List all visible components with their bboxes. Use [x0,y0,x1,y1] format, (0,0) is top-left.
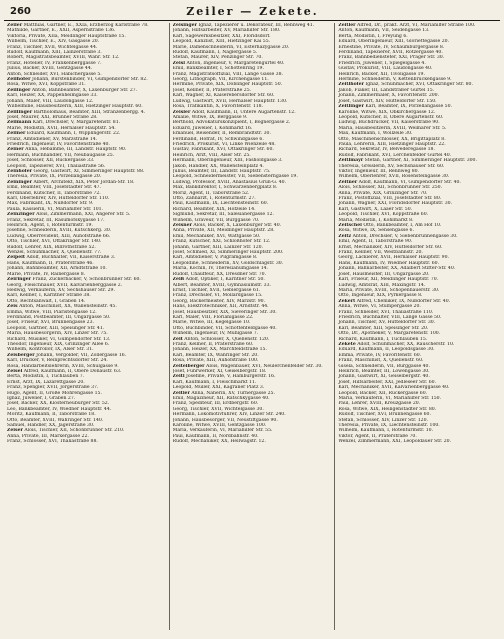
entry-text: Wilhelm, Tischler, E., XIV, Gasgasse 20. [7,39,100,45]
entry-text: Emanuel, Reisender, II, Rembrandtstr. 30. [172,131,271,137]
entry-text: Bartholomäus, Beamter, XIII, Stranzenbergg. 4. [32,109,146,115]
entry-text: Otto, Rechtsanwalt, I, Graben 14. [7,298,86,304]
entry-text: Josef, Schlosser, XII, Ruckergasse 33. [7,158,95,164]
entry-text: Karl, Drucker, V, Reinprechtsdorfer Str. 24. [7,358,108,364]
entry-text: Josef, Kellner, II, Praterstraße 25. [172,87,252,93]
entry-text: Josef, Hausmeister, III, Ungargasse 20. [338,271,430,277]
entry-text: Ignaz, Schuhmacher, XVI, Ottakringer Str. 80. [363,82,473,88]
entry-text: Karl, Amtsdiener, V, Pilgramgasse 8. [172,255,258,261]
entry-text: Ernst, Mechaniker, XIV, Hütteldorfer Str. 60. [338,244,443,250]
entry-text: Robert, Magistratsbeamter, XVIII, Währ. Str. 12. [7,55,120,61]
entry-text: Leopold, Kutscher, II, Obere Augartenstr. 60. [338,114,444,120]
entry-text: Rosa, Witwe, XVI, Koppstraße 31. [7,82,86,88]
entry-surname: Zeilmann [7,120,32,126]
page-number: 260 [10,5,31,17]
entry-text: Matthias, Gärtner, E., XXIa, Erzherzog Karlstraße 78. [22,23,149,28]
entry-text: Josefine, Private, V, Hamburgerstr. 16. [184,374,276,380]
entry-text: Franz, Schlosser, XVI, Thaliastraße 88. [7,439,98,445]
entry-text: Franz, Hotelier, IV, Frankenberggasse 7. [7,60,102,66]
entry-text: Anna, Private, XII, Meidlinger Hauptstr. 28. [172,228,275,234]
entry-text: Heinrich, Beamter, III, Löwengasse 30. [338,369,430,374]
entry-text: Rudolf, Kaufmann, XIII, Lainzerstraße 3. [7,50,102,56]
entry-text: Alfred, Dr., prakt. Arzt, VI, Mariahilfer Straße 100. [355,23,476,28]
entry-surname: Zeininger [7,179,33,185]
entry-text: Franz, Spediteur, III, Erdbergstr. 60. [172,401,259,407]
entry-text: Ludwig, Oberrevident, XIII, Auhofstraße 66. [7,233,111,239]
entry-surname: Zeilhofer [7,77,31,83]
entry-text: Gustav, Prokurist, VIII, Laudongasse 40. [338,66,433,72]
entry-text: Franz, Kutscher, XXI, Schloßhofer Str. 12. [172,239,271,245]
entry-text: Ernestine, Private, IV, Schaumburgergasse 8. [338,44,445,50]
entry-text: Anna, Näherin, XV, Turnergasse 25. [189,390,275,396]
entry-surname: Zeiß [172,277,185,283]
entry-text: Hans, Elektrotechniker, XII, Arndtstr. 44. [172,304,269,310]
entry-surname: Zeitlmayr [338,158,364,164]
entry-text: Georg, Tischler, XVII, Wichtelgasse 30. [172,406,264,412]
entry-text: Theresia, Private, IX, Liechtensteinstr. 100. [338,423,440,429]
entry-text: Anton, Maschinist, XX, Wallensteinstr. 45. [17,304,117,310]
entry-text: Otto, Bankbeamter, I, Am Hof 10. [361,223,442,229]
entry-text: Berta, Modistin, I, Freyung 6. [338,33,408,39]
entry-surname: Zeilinger [7,87,31,93]
entry-text: Heinrich, Arzt, VIII, Alser Str. 25. [172,152,251,158]
entry-text: Wenzel, Schuhmacher, X, Quellenstr. 77. [7,250,102,256]
entry-text: Marie, Private, IV, Rainergasse 8. [7,271,86,277]
entry-text: Maria, Köchin, IV, Theresianumgasse 14. [172,266,269,272]
entry-text: Leopold, Bäcker, XII, Ruckergasse 60. [338,390,428,396]
entry-text: Amalie, Witwe, IX, Berggasse 9. [172,114,248,120]
entry-text: Emil, Bankbeamter, I, Schottenring 19. [172,66,264,72]
entry-surname: Zeisler [172,109,191,115]
entry-text: Alois, Tischler, XII, Schönbrunner Str. 210. [22,428,125,434]
entry-text: Adolf, Buchhalter, VII, Kaiserstraße 3. [25,255,116,261]
entry-text: Paul, Kaufmann, IX, Liechtensteinstr. 60. [172,201,269,207]
entry-text: Emil, Mechaniker, XVI, Wattgasse 50. [172,233,261,239]
entry-text: Franz, Kellner, II, Praterstraße 60. [172,341,254,347]
directory-column-1 [4,23,170,630]
entry-text: Ferdinand, Hofrat, IV, Schwindgasse 6. [172,136,264,142]
entry-text: Alois, Schlosser, XII, Schönbrunner Str. 250. [338,185,443,191]
entry-text: Leopold, Kanzlist, XIII, Hietzinger Kai 55. [172,39,271,45]
entry-text: Alfred, Kaufmann, II, Obere Donaustr. 63. [22,369,122,374]
entry-text: Karl, Mechaniker, XVII, Kalvarienberggasse 40. [338,385,450,391]
entry-text: Johann, Gärtner, XIII, Lainzer Str. 120. [172,244,264,250]
entry-text: Julius, Beamter, III, Landstr. Hauptstr. 75. [172,168,271,174]
entry-text: Josef, Friseur, XVI, Brunnengasse 23. [7,320,94,326]
entry-text: Adolf, Kaufmann, II, Untere Augartenstr. 12. [190,109,296,115]
entry-text: Sigmund, Sekretär, III, Salesianergasse 12. [172,212,274,218]
entry-text: Johann, Heizer, XX, Marchfeldstraße 15. [172,347,267,353]
entry-text: Wilhelm, Graveur, VII, Burggasse 70. [172,217,260,223]
entry-text: Stefan, Schlosser, XIV, Linzer Str. 120. [338,417,428,423]
entry-text: Alfred, Chemiker, IX, Nußdorfer Str. 40. [355,298,451,304]
directory-entry [338,439,497,444]
entry-text: Berthold, Advokaturskonzipient, I, Bognergasse 2. [172,120,291,126]
entry-surname: Zeiser [7,428,23,434]
entry-text: Anna, Private, XIX, Grinzinger Str. 70. [338,190,428,196]
entry-text: Viktor, Agent, II, Praterstraße 70. [338,433,417,439]
entry-text: Anton, Ingenieur, V, Margaretengürtel 40. [185,60,285,66]
entry-surname: Zeis [7,304,18,310]
entry-text: Hans, Kaufmann, II, Praterstraße 46. [7,260,94,266]
page-header [4,4,500,21]
entry-text: Georg, Lithograph, VII, Kirchengasse 11. [172,77,269,83]
directory-column-2 [170,23,336,630]
entry-surname: Zeillinger [7,109,33,115]
entry-surname: Zeisberger [7,352,35,358]
entry-text: Josef, Hausbesitzer, XIX, Sieveringer Str. 30. [172,309,277,315]
entry-text: Moritz, Kaufmann, II, Taborstraße 18. [7,412,96,418]
entry-text: Otto, Beamter, XVIII, Währinger Str. 140. [7,417,104,423]
entry-text: Josefine, Schneiderin, XVIII, Kutschkerg. 30. [7,228,112,234]
entry-text: Samuel, Händler, XX, Jägerstraße 30. [7,423,95,429]
entry-text: Franz, Amtsdiener, XV, Märzstraße 14. [7,136,98,142]
entry-surname: Zekert [338,298,356,304]
entry-text: Heinrich, Bäcker, XII, Tivoligasse 19. [338,71,425,77]
entry-text: Franz, Maschinist, X, Quellenstr. 60. [338,358,424,364]
entry-text: Johann, Tischler, XV, Hütteldorfer Str. 30. [338,320,436,326]
entry-text: Leopold, Tapezierer, XVI, Thaliastraße 56. [7,163,106,169]
entry-text: Leopold, Müller, XXI, Kagraner Platz 3. [172,385,265,391]
entry-text: Paula, Lehrerin, XIII, Hietzinger Hauptstr. 22. [338,141,446,147]
directory-entry [173,439,332,444]
directory-column-3 [335,23,500,630]
entry-text: Franz, Drechsler, VI, Mollardgasse 15. [172,293,263,299]
entry-surname: Zekete [338,341,356,347]
entry-text: Leopold, Tischler, XVI, Koppstraße 60. [338,212,429,218]
entry-text: Karl, Friseur, XII, Meidlinger Hauptstr. 70. [338,277,439,283]
entry-text: Ferdinand, Kutscher, II, Taborstraße 72. [7,190,101,196]
entry-text: Rosa, Private, XIII, Auhofstraße 100. [172,358,259,364]
entry-text: Karl, Kellner, I, Kärntner Straße 38. [7,293,91,299]
entry-text: Rosa, Witwe, XIX, Heiligenstädter Str. 80. [338,406,437,412]
entry-text: Alois, Wagenbauer, XVI, Neulerchenfelder Str. 30. [204,363,323,369]
entry-text: Rudolf, Tischler, XVI, Brunnengasse 60. [338,412,431,418]
entry-text: Paula, Kassierin, VI, Mariahilfer Str. 101. [7,206,104,212]
entry-text: Otto, Ingenieur, XIX, Pyrkergasse 8. [338,293,423,299]
entry-text: Josef, Hilfsarbeiter, XXI, Jedleseer Str. 60. [338,379,437,385]
entry-text: Johann, Bürstenbinder, VI, Gumpendorfer Str. 82. [30,77,148,83]
entry-text: Stefan, Maurer, XIV, Penzinger Str. 70. [172,55,263,61]
entry-surname: Zeitlhofer [338,82,364,88]
entry-text: Leopold, Gärtner, XIII, Speisinger Str. 41. [7,325,105,331]
entry-text: Julius, Bäcker, XVIII, Gentzgasse 44. [7,66,93,72]
entry-text: Richard, Musiker, VI, Gumpendorfer Str. 13. [7,336,111,342]
entry-text: Moriz, Agent, II, Taborstraße 52. [172,190,250,196]
entry-surname: Zeitl [172,374,185,380]
entry-text: Karl, Beamter, IX, Porzellangasse 50. [363,104,452,110]
entry-text: Leo, Bankbeamter, IV, Wiedner Hauptstr. 44. [7,406,112,412]
entry-text: Friedrich, Buchhalter, VIII, Lange Gasse 50. [338,314,442,320]
entry-text: Georg, Fleischhauer, XVII, Kalvarienberggasse 2. [7,282,123,288]
entry-text: Otto, Buchbinder, VII, Schottenfeldgasse 40. [172,325,277,331]
entry-text: Wilhelm, Kaufmann, I, Rotenturmstr. 10. [338,428,434,434]
entry-text: Gustav, Fabrikant, XVI, Ottakringer Str. 60. [172,147,274,153]
entry-text: Anna, Private, III, Marxergasse 22. [7,433,89,439]
entry-text: Rudolf, Fabrikant, XVI, Lerchenfelder Gürtel 40. [338,152,452,158]
entry-text: Adolf, Schuhmacher, XX, Rauscherstr. 10. [355,341,455,347]
entry-surname: Zeilner [7,131,26,137]
entry-text: Karoline, Witwe, XIX, Obkirchergasse 12. [338,109,436,115]
entry-text: Karl, Kaufmann, I, Fleischmarkt 11. [172,379,257,385]
entry-surname: Zeitelberger [172,363,205,369]
entry-surname: Zeit [172,336,183,342]
entry-text: Max, Fabrikant, IX, Nußdorfer Str. 9. [7,201,94,207]
entry-text: Hedwig, Verkäuferin, XV, Sechshauser Str. 29. [7,287,115,293]
entry-text: Maria, Private, XVIII, Schopenhauerstr. 30. [338,287,440,293]
entry-surname: Zeiler [7,23,23,28]
entry-text: Friedrich, Ingenieur, IV, Favoritenstraße 40. [7,141,110,147]
entry-text: Ferdinand, Postbeamter, III, Ungargasse 50. [7,314,111,320]
entry-text: Ludwig, Buchdrucker, VII, Kaiserstraße 90. [338,120,440,126]
entry-text: Wilhelm, Ingenieur, IV, Mühlgasse 7. [172,331,259,337]
entry-text: Ludwig, Professor, XVIII, Anastasius Grün-G. 40. [172,179,287,185]
entry-text: Franz, Zuckerbäcker, V, Schönbrunner Str. 60. [31,277,141,283]
entry-text: Karl, Maler, VIII, Florianigasse 22. [172,314,254,320]
entry-text: Emil, Beamter, VIII, Josefstädter Str. 47. [7,185,102,191]
entry-text: Johann, Zimmermaler, X, Favoritenstr. 200. [338,93,440,99]
entry-text: Viktor, Ingenieur, III, Rennweg 80. [338,168,420,174]
entry-text: Franz, Schneider, XVI, Thaliastraße 110. [338,309,434,315]
entry-text: Rosa, Trafikantin, X, Favoritenstr. 118. [172,104,264,110]
entry-text: Richard, Beamter, XIX, Hofzeile 14. [172,206,256,212]
entry-surname: Zeitner [338,179,358,185]
entry-text: Wenzel, Zimmermann, XXI, Leopoldauer Str. 20. [338,439,452,445]
entry-surname: Zeisl [172,60,186,66]
entry-text: Karl, Beamter, XIII, Speisinger Str. 20. [338,325,429,331]
entry-text: Marie, Modistin, XVII, Hernalser Hauptstr. 54. [7,125,116,131]
entry-text: Friedrich, Juwelier, I, Spiegelgasse 4. [338,60,426,66]
entry-surname: Zeitschel [338,223,362,229]
entry-text: Theresia, Private, IX, Porzellangasse 20. [7,174,102,180]
entry-text: Karoline, Witwe, XVIII, Gentzgasse 100. [172,423,267,429]
entry-text: Rosa, Handarbeitslehrerin, XVIII, Schulgasse 9. [7,363,119,369]
entry-text: Karl, Gastwirt, X, Laaer Str. 50. [338,206,413,212]
entry-text: Anton, Drechsler, V, Siebenbrunnengasse 30. [351,233,458,239]
entry-text: Richard, Kaufmann, I, Tuchlauben 15. [338,336,428,342]
entry-text: Anna, Hebamme, III, Landstr. Hauptstr. 90. [23,147,127,153]
entry-text: Ignaz, Juwelier, I, Graben 27. [7,396,76,402]
entry-text: Jakob, Fiaker, III, Landstraßer Gürtel 15. [338,87,435,93]
entry-surname: Zeinzinger [7,212,35,218]
directory-entry [7,439,166,444]
entry-text: Ernst, Tischler, XVII, Geblergasse 61. [172,287,261,293]
entry-text: Franz, Bahnbediensteter, XXI, Prager Str. 30. [338,55,445,61]
entry-text: Josef, Gastwirt, XIV, Hütteldorfer Str. 150. [338,98,437,104]
entry-text: Johann, Bahnarbeiter, XX, Adalbert Stifter-Str. 40. [338,266,456,272]
entry-text: Marie, Damenschneiderin, VI, Esterházygasse 20. [172,44,290,50]
entry-text: Jakob, Händler, XX, Wallensteinplatz 4. [172,163,264,169]
entry-text: Maria, Hausbesorgerin, XIV, Linzer Str. 75. [7,331,108,337]
entry-text: Josef, Bäcker, XX, Klosterneuburger Str. 52. [7,401,110,407]
entry-text: Adolf, Optiker, I, Kärntner Str. 50. [184,277,265,283]
entry-text: Albert, Beamter, XVIII, Gymnasiumstr. 33. [172,282,271,288]
entry-surname: Zeisel [7,369,23,374]
entry-text: Hermine, Private, XIX, Döblinger Hauptstr. 50. [172,82,283,88]
entry-surname: Zeisinger [172,23,197,28]
entry-text: Hermann, Oberingenieur, XIII, Fasholdgasse 3. [172,158,283,164]
running-head: Zeiler — Zekete. [186,4,319,18]
entry-text: Karl, Wagner, XI, Kaiserebersdorfer Str. 60. [172,93,275,99]
entry-text: Paul, Kaufmann, II, Nordbahnstr. 40. [172,433,259,439]
entry-text: Johann, Maler, VIII, Laudongasse 12. [7,98,94,104]
entry-text: Johann, Bahnbeamter, XII, Arndtstraße 10. [7,266,107,272]
entry-surname: Zeitler [172,390,190,396]
entry-text: Franz, Spengler, XVII, Jörgerstraße 37. [7,385,99,391]
entry-text: Georg, Bäckermeister, XIV, Märzstr. 90. [172,298,266,304]
entry-text: Otto, Tischler, XVI, Ottakringer Str. 140. [7,239,102,245]
entry-text: Alois, Bäcker, X, Laxenburger Str. 40. [191,223,282,229]
entry-text: Wilhelm, Kontrollor, IX, Alser Str. 31. [7,347,94,353]
entry-text: Josef, Schmied, XI, Simmeringer Hauptstr. 200. [172,250,284,256]
entry-text: Ludwig, Amtsrat, XIII, Maxingstr. 14. [338,282,426,288]
entry-text: Albert, Architekt, XIX, Peter Jordan-Str. 18. [32,179,135,185]
entry-text: Maria, Modistin, I, Kohlmarkt 8. [338,217,414,223]
entry-text: Richard, Sekretär, IV, Belvederegasse 18. [338,147,435,153]
entry-text: Leopoldine, Schneiderin, XV, Goldschlagstr. 30. [172,260,284,266]
entry-text: Georg, Gastwirt, XI, Simmeringer Hauptstr. 88. [32,168,145,174]
entry-text: Karl, Drechsler, V, Margaretenstr. 81. [31,120,121,126]
entry-text: Ludwig, Gastwirt, XVII, Hernalser Hauptstr. 130. [172,98,288,104]
entry-text: Johann, Wagner, XXI, Floridsdorfer Hauptstr. 30. [338,201,453,207]
entry-text: Karl, Oberlehrer, XIV, Hütteldorfer Str. 110. [7,196,110,201]
entry-text: Theodor, Ingenieur, XIX, Grinzinger Allee 6. [7,341,110,347]
entry-text: Wilhelm, Oberlehrer, XVII, Rosensteingasse 30. [338,174,450,180]
entry-text: Johann, Vergolder, VII, Zollergasse 16. [34,352,127,358]
entry-text: Hermann, Buchhändler, VII, Neubaugasse 25. [7,152,115,158]
entry-text: Ignaz, Tapezierer u. Dekorateur, III, Rennweg 41. [196,23,315,28]
entry-text: Rudolf, Chauffeur, XX, Dresdner Str. 70. [172,271,267,277]
entry-text: Maria, Hausbesitzerin, XVIII, Weimarer Str. 5. [338,125,447,131]
entry-text: Paul, Lehrer, XVIII, Kreuzgasse 20. [338,401,421,407]
entry-text: Franz, Magistratsoffizial, VIII, Lange Gasse 38. [172,71,283,77]
entry-text: Anton, Schneider, XVI, Habichergasse 5. [7,71,102,77]
entry-text: Georg, Lackierer, XVII, Hernalser Hauptstr. 90. [338,255,449,261]
entry-text: Eduard, Juwelier, I, Kohlmarkt 16. [172,125,253,131]
entry-text: Leopold, Schneidermeister, VII, Siebensterngasse 19. [172,174,298,180]
entry-text: Johann, Hilfsarbeiter, XV, Mariahilfer Str. 180. [172,28,281,34]
entry-text: Marie, Witwe, III, Kegelgasse 10. [172,320,251,326]
entry-text: Rudolf, Lehrer, XIX, Billrothstraße 52. [7,244,96,250]
entry-text: Theresia, Greislerin, XV, Sechshauser Str. 60. [338,163,445,169]
entry-text: Otto, Dr., Apotheker, V, Margaretenstr. 100. [338,331,441,337]
directory-page [4,4,500,631]
entry-surname: Zeitlinger [338,104,364,110]
entry-text: Rudolf, Mechaniker, XX, Hellwagstr. 12. [172,439,266,445]
entry-text: Ferdinand, Tapezierer, XVII, Rötzergasse 40. [338,50,443,56]
entry-text: Franz, Kellner, VII, Westbahnstr. 20. [338,250,423,256]
entry-text: Eduard, Kaufmann, II, Leopoldsgasse 30. [338,347,435,353]
entry-surname: Zeisner [172,223,192,229]
entry-text: Emma, Private, IV, Favoritenstr. 60. [338,352,422,358]
entry-text: Franz, Postoffizial, VIII, Josefstädter Str. 80. [338,196,442,201]
entry-text: Max, Bankdirektor, I, Schwarzenbergplatz 8. [172,185,278,191]
entry-surname: Zeitler [338,23,356,28]
entry-surname: Zeiner [7,147,24,153]
entry-text: Josef, Fuhrwerker, XI, Geiselbergstr. 18. [172,369,267,374]
entry-text: Karl, Beamter, IX, Währinger Str. 20. [172,352,259,358]
entry-text: Johann, Hausbesorger, VII, Neustiftgasse 90. [172,417,278,423]
entry-text: Maria, Verkäuferin, VI, Mariahilfer Str. 55. [172,428,273,434]
entry-text: Gisela, Schneiderin, VII, Burggasse 40. [338,363,430,369]
directory-columns [4,23,500,630]
entry-text: Emma, Witwe, VIII, Piaristengasse 12. [7,309,97,315]
entry-text: Anton, Kaufmann, VII, Seidengasse 13. [338,28,430,34]
entry-text: Maria, Verkäuferin, VI, Mariahilfer Str. 150. [338,396,442,402]
entry-text: Anna, Witwe, VI, Stumpergasse 20. [338,304,421,310]
entry-text: Berta, Modistin, I, Tuchlauben 7. [7,374,85,380]
entry-text: Eduard, Oberingenieur, XIII, Gloriettegasse 20. [338,39,450,45]
entry-text: Heinrich, Agent, I, Rotenturmstr. 19. [7,223,93,229]
entry-text: Emil, Agent, II, Taborstraße 90. [338,239,413,245]
entry-text: Friedrich, Prokurist, VI, Linke Wienzeile 48. [172,141,276,147]
entry-text: Emil, Magazineur, XII, Ratschkygasse 40. [172,396,270,402]
entry-text: Hermine, Schneiderin, V, Kettenbrückengasse 9. [338,77,452,83]
entry-text: Karl, Sägewerksbesitzer, XXI, Floridsdorf. [172,33,271,39]
entry-text: Josef, Maurer, XXI, Brünner Straße 28. [7,114,98,120]
entry-text: Viktoria, Private, XIIa, Meidlinger Hauptstraße 15. [7,33,126,39]
entry-text: Franz, Tischler, XVII, Wichtelgasse 44. [7,44,98,50]
entry-text: Otto, Maschinenschlosser, XX, Brigittaplatz 8. [338,136,446,142]
entry-text: Eduard, Kaufmann, I, Wipplingerstr. 22. [25,131,121,137]
entry-text: Alois, Zimmermann, XXI, Angerer Str. 5. [34,212,131,218]
entry-text: Mathilde, Gärtner, E., XXII, Aspernstraße 136. [7,28,116,34]
entry-text: Otto, Zahnarzt, I, Rotenturmstr. 27. [172,196,256,201]
entry-text: Hugo, Agent, II, Große Mohrengasse 15. [7,390,102,396]
entry-text: Karl, Heizer, XX, Pappenheimgasse 33. [7,93,98,99]
entry-text: Franz, Sekretär, III, Rasumofskygasse 17. [7,217,105,223]
entry-surname: Zeinhofer [7,168,33,174]
entry-text: Max, Kaufmann, I, Wollzeile 30. [338,131,413,137]
entry-text: Hans, Kaufmann, IV, Wiedner Hauptstr. 60. [338,260,440,266]
entry-text: Rudolf, Kaufmann, I, Naglergasse 5. [172,50,258,56]
entry-text: Hermann, Lokomotivführer, XIV, Linzer Str. 240. [172,412,286,418]
entry-text: Ernst, Arzt, IX, Lazarettgasse 20. [7,379,85,385]
entry-text: Anton, Bahnbeamter, X, Laxenburger Str. 27. [30,87,138,93]
entry-text: Johann, Gastwirt, XI, Geiselbergstr. 40. [338,374,430,380]
entry-text: Rosa, Witwe, IX, Sensengasse 6. [338,228,414,234]
entry-text: Wilhelmine, Hausbesitzerin, XIII, Hietzinger Hauptstr. 60. [7,104,143,110]
entry-surname: Zeitz [338,233,352,239]
entry-surname: Zeipelt [7,255,26,261]
entry-text: Stefan, Gärtner, XI, Simmeringer Hauptstr. 300. [363,158,477,164]
entry-text: Adolf, Kaufmann, VI, Gumpendorfer Str. 40. [357,179,461,185]
entry-surname: Zeiringer [7,277,32,283]
entry-text: Anton, Schlosser, X, Quellenstr. 120. [182,336,270,342]
